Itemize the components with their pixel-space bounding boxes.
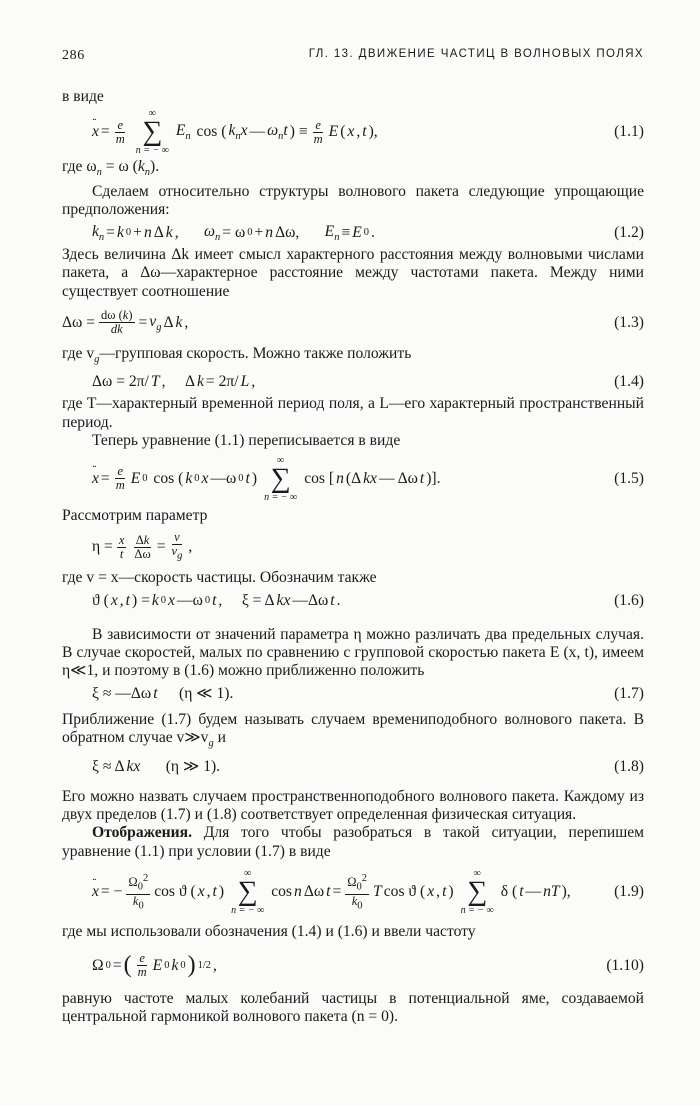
text-velocity: где v = x—скорость частицы. Обозначим также xyxy=(62,569,377,587)
equation-eta: η = $\frac{x}{t}$ $\frac{\Delta k}{\Delta\omega}$ = $\frac{v}{v_g}$ , xyxy=(92,530,193,562)
text-parameter: Рассмотрим параметр xyxy=(62,506,208,524)
equation-1-9: ·· x = − $\frac{\Omega_0^2}{k_0}$ cos ϑ ( x , t ) ∞ ∑ n = − ∞ cos n Δω t = $\frac{\Omega_0^2}{k_0}$ T cos ϑ ( x , t ) ∞ ∑ n = − ∞ δ ( t — nT ), (1.9) xyxy=(92,861,644,923)
text-assumptions: Сделаем относительно структуры волнового пакета следующие упрощающие предположения: xyxy=(62,182,644,219)
text-v-vide: в виде xyxy=(62,88,104,105)
text-mappings: Отображения. Для того чтобы разобраться в такой ситуации, перепишем уравнение (1.1) при условии (1.7) в виде xyxy=(62,824,644,860)
chapter-title: ГЛ. 13. ДВИЖЕНИЕ ЧАСТИЦ В ВОЛНОВЫХ ПОЛЯХ xyxy=(308,48,644,60)
equation-number: (1.8) xyxy=(614,757,644,775)
equation-1-3: Δω = $\frac{d\omega (k)}{dk}$ = $v_g$ Δ k , (1.3) xyxy=(62,308,644,337)
equation-1-10: Ω 0 = ( $\frac{e}{m}$ E 0 k 0 ) 1/2 , (1.10) xyxy=(92,951,644,980)
running-header xyxy=(62,48,644,70)
page-number: 286 xyxy=(62,48,85,63)
text-omega-def: где $\omega_n = \omega$ $(k_n)$. xyxy=(62,158,160,179)
equation-1-1: ·· x = $\frac{e}{m}$ ∞ ∑ n = − ∞ $E_n$ cos ( $k_nx$ — $\omega_nt$ ) ≡ $\frac{e}{m}$ E ( x , t ), (1.1) xyxy=(92,106,644,158)
equation-number: (1.6) xyxy=(614,591,644,609)
equation-number: (1.5) xyxy=(614,469,644,487)
equation-number: (1.3) xyxy=(614,313,644,331)
text-period: где T—характерный временной период поля, а L—его характерный пространственный период. xyxy=(62,395,644,431)
text-spacelike: Его можно назвать случаем пространственноподобного волнового пакета. Каждому из двух пределов (1.7) и (1.8) соответствует определенная физическая ситуация. xyxy=(62,787,644,824)
text-used-notation: где мы использовали обозначения (1.4) и (1.6) и ввели частоту xyxy=(62,923,476,941)
equation-1-4: Δω = 2π/ T , Δ k = 2π/ L , (1.4) xyxy=(92,373,644,391)
text-group-velocity: где $v_g—групповая$ скорость. Можно также положить xyxy=(62,344,412,366)
equation-1-6: ϑ ( x , t ) = k 0 x —ω 0 t , ξ = Δ kx —Δω t . (1.6) xyxy=(92,591,644,609)
text-limit-cases: В зависимости от значений параметра η можно различать два предельных случая. В случае скоростей, малых по сравнению с групповой скоростью пакета E (x, t), имеем η≪1, и поэтому в (1.6) можно приближенно положить xyxy=(62,625,644,680)
equation-number: (1.1) xyxy=(614,123,644,141)
equation-number: (1.2) xyxy=(614,223,644,241)
equation-1-8: ξ ≈ Δ kx (η ≫ 1). (1.8) xyxy=(92,757,644,776)
equation-number: (1.4) xyxy=(614,373,644,391)
equation-number: (1.9) xyxy=(614,883,644,901)
text-rewrite: Теперь уравнение (1.1) переписывается в виде xyxy=(92,432,401,450)
equation-1-7: ξ ≈ —Δω t (η ≪ 1). (1.7) xyxy=(92,684,644,703)
equation-1-5: ·· x = $\frac{e}{m}$ E 0 cos ( k 0 x —ω 0 t ) ∞ ∑ n = − ∞ cos [ n (Δ kx — Δω t )]. (1.5) xyxy=(92,451,644,507)
equation-1-2: $k_n$ = k 0 + n Δ k , $\omega_n$ = ω 0 + n Δω, $E_n$ ≡ E 0 . (1.2) xyxy=(92,222,644,243)
text-frequency-def: равную частоте малых колебаний частицы в потенциальной яме, создаваемой центральной гармоникой волнового пакета (n = 0). xyxy=(62,989,644,1026)
text-delta-k: Здесь величина Δk имеет смысл характерного расстояния между волновыми числами пакета, а Δω—характерное расстояние между частотами пакета. Между ними существует соотношение xyxy=(62,245,644,300)
equation-number: (1.7) xyxy=(614,684,644,702)
book-page xyxy=(62,48,644,1026)
equation-number: (1.10) xyxy=(606,956,644,974)
text-timelike: Приближение (1.7) будем называть случаем времениподобного волнового пакета. В обратном случае $v≫v_g$ и xyxy=(62,710,644,750)
